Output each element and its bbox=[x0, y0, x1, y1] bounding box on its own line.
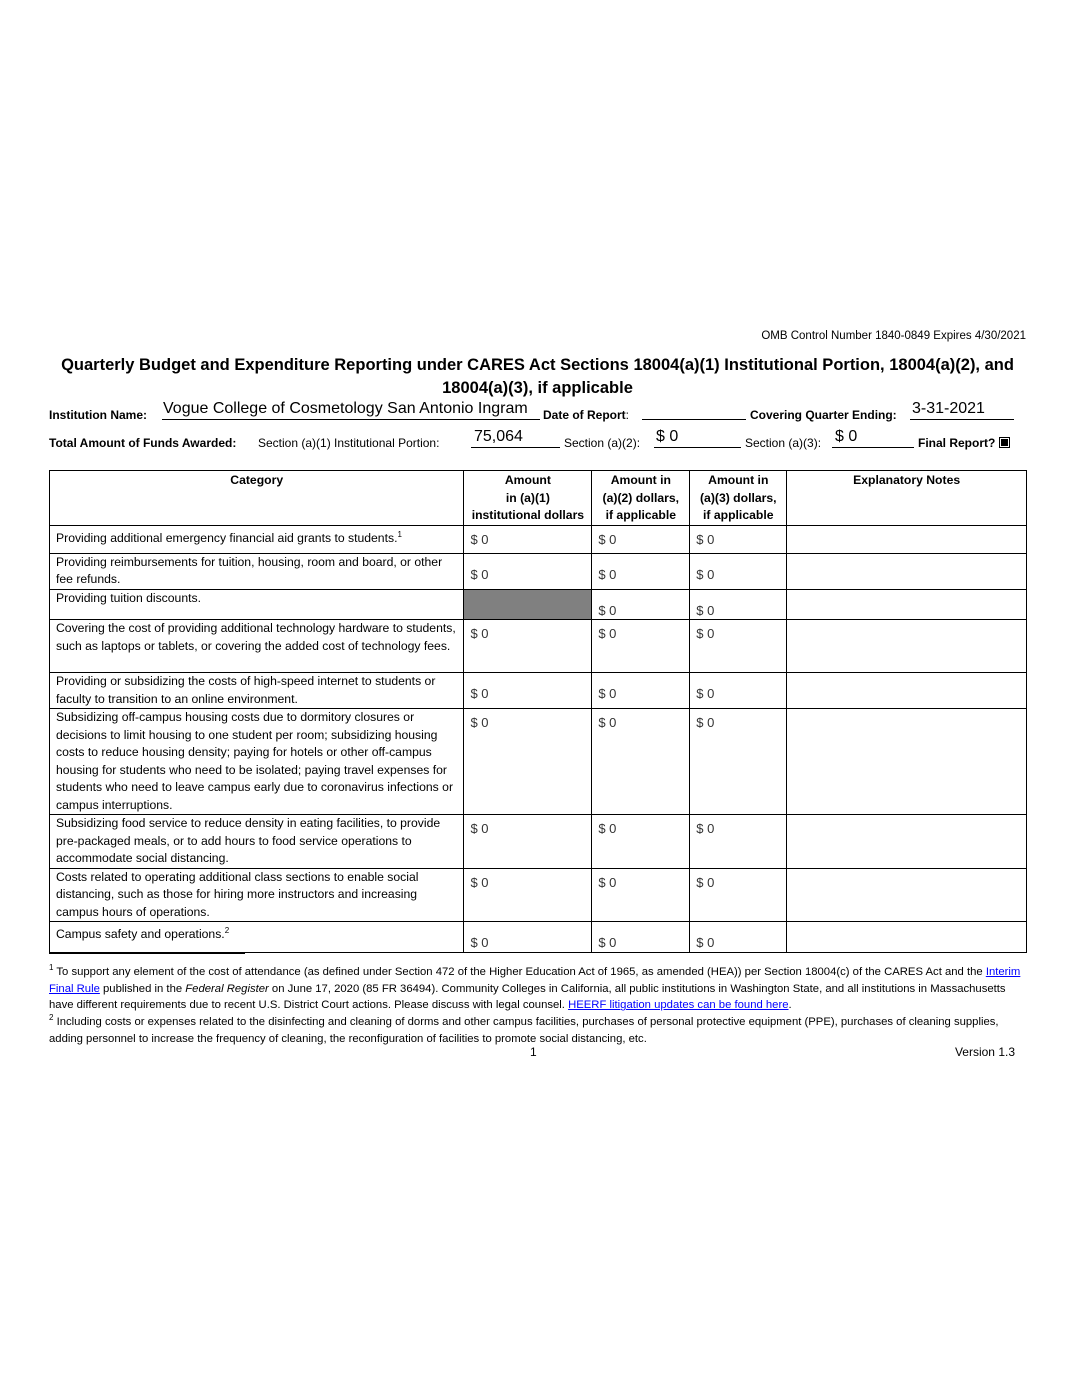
a1-amount-cell[interactable]: $ 0 bbox=[464, 553, 592, 589]
a3-amount-cell[interactable]: $ 0 bbox=[690, 525, 787, 553]
a1-amount-cell[interactable]: $ 0 bbox=[464, 525, 592, 553]
heerf-litigation-link[interactable]: HEERF litigation updates can be found here bbox=[568, 999, 789, 1012]
a1-amount-field[interactable]: 75,064 bbox=[474, 428, 523, 445]
a2-header: Amount in (a)(2) dollars, if applicable bbox=[592, 471, 690, 526]
a2-amount-cell[interactable]: $ 0 bbox=[592, 709, 690, 815]
table-row bbox=[50, 673, 1027, 709]
a3-amount-cell[interactable]: $ 0 bbox=[690, 673, 787, 709]
table-row bbox=[50, 589, 1027, 620]
a1-amount-cell[interactable]: $ 0 bbox=[464, 709, 592, 815]
interim-final-rule-link[interactable]: Interim Final Rule bbox=[49, 965, 1021, 995]
a3-amount-field[interactable]: $ 0 bbox=[835, 428, 858, 445]
notes-cell[interactable] bbox=[787, 589, 1027, 620]
notes-cell[interactable] bbox=[787, 620, 1027, 673]
notes-cell[interactable] bbox=[787, 922, 1027, 953]
table-row bbox=[50, 553, 1027, 589]
a1-amount-cell[interactable]: $ 0 bbox=[464, 620, 592, 673]
final-report-checkbox[interactable] bbox=[999, 437, 1010, 448]
a1-amount-cell[interactable]: $ 0 bbox=[464, 673, 592, 709]
table-row bbox=[50, 922, 1027, 953]
a2-amount-cell[interactable]: $ 0 bbox=[592, 868, 690, 922]
a3-underline bbox=[832, 446, 914, 448]
a3-amount-cell[interactable]: $ 0 bbox=[690, 709, 787, 815]
date-of-report-label: Date of Report: bbox=[543, 408, 630, 422]
a2-amount-field[interactable]: $ 0 bbox=[656, 428, 679, 445]
final-report: Final Report? bbox=[918, 436, 1010, 450]
table-row bbox=[50, 815, 1027, 869]
a3-amount-cell[interactable]: $ 0 bbox=[690, 922, 787, 953]
a3-amount-cell[interactable]: $ 0 bbox=[690, 620, 787, 673]
notes-cell[interactable] bbox=[787, 673, 1027, 709]
institution-name-field[interactable]: Vogue College of Cosmetology San Antonio Ingram bbox=[163, 400, 528, 417]
a3-amount-cell[interactable]: $ 0 bbox=[690, 589, 787, 620]
title-line-1: Quarterly Budget and Expenditure Reporting under CARES Act Sections 18004(a)(1) Institutional Portion, 18004(a)(2), and bbox=[61, 356, 1014, 374]
table-header-row bbox=[50, 471, 1027, 526]
a3-label: Section (a)(3): bbox=[745, 436, 822, 450]
table-row bbox=[50, 868, 1027, 922]
a2-amount-cell[interactable]: $ 0 bbox=[592, 620, 690, 673]
a2-amount-cell[interactable]: $ 0 bbox=[592, 589, 690, 620]
category-cell: Subsidizing off-campus housing costs due to dormitory closures or decisions to limit housing to one student per room; subsidizing housing costs to reduce housing density; paying for hotels or other off-campus housing for students who need to be isolated; paying travel expenses for students who need to leave campus early due to coronavirus infections or campus interruptions. bbox=[50, 709, 464, 815]
a2-label: Section (a)(2): bbox=[564, 436, 641, 450]
a3-amount-cell[interactable]: $ 0 bbox=[690, 815, 787, 869]
quarter-ending-field[interactable]: 3-31-2021 bbox=[912, 400, 985, 417]
footnote-divider bbox=[49, 953, 245, 954]
notes-cell[interactable] bbox=[787, 553, 1027, 589]
quarter-ending-label: Covering Quarter Ending: bbox=[750, 408, 897, 422]
notes-cell[interactable] bbox=[787, 815, 1027, 869]
category-cell: Providing reimbursements for tuition, housing, room and board, or other fee refunds. bbox=[50, 553, 464, 589]
a1-amount-cell-disabled bbox=[464, 589, 592, 620]
category-cell: Subsidizing food service to reduce density in eating facilities, to provide pre-packaged meals, or to add hours to food service operations to accommodate social distancing. bbox=[50, 815, 464, 869]
expenditure-table bbox=[49, 470, 1027, 953]
omb-control-number: OMB Control Number 1840-0849 Expires 4/30/2021 bbox=[761, 330, 1026, 342]
version-label: Version 1.3 bbox=[954, 1045, 1015, 1059]
institution-label: Institution Name: bbox=[49, 408, 147, 422]
category-cell: Covering the cost of providing additional technology hardware to students, such as laptops or tablets, or covering the added cost of technology fees. bbox=[50, 620, 464, 673]
notes-cell[interactable] bbox=[787, 525, 1027, 553]
a1-underline bbox=[471, 446, 560, 448]
institution-row bbox=[49, 400, 1026, 422]
a2-underline bbox=[654, 446, 741, 448]
a1-amount-cell[interactable]: $ 0 bbox=[464, 868, 592, 922]
table-row bbox=[50, 525, 1027, 553]
category-cell: Providing tuition discounts. bbox=[50, 589, 464, 620]
footnote-1: $^1$ To support any element of the cost of attendance (as defined under Section 472 of the Higher Education Act of 1965, as amended (HEA)) per Section 18004(c) of the CARES Act and the Interim Final Rule published in the Federal Register on June 17, 2020 (85 FR 36494). Community Colleges in California, all public institutions in Washington State, and all institutions in Massachusetts have different requirements due to recent U.S. District Court actions. Please discuss with legal counsel. HEERF litigation updates can be found here. bbox=[49, 963, 1021, 1012]
notes-cell[interactable] bbox=[787, 709, 1027, 815]
page-number: 1 bbox=[530, 1045, 537, 1059]
a3-header: Amount in (a)(3) dollars, if applicable bbox=[690, 471, 787, 526]
category-cell: Campus safety and operations.$^2$ bbox=[50, 922, 464, 953]
a3-amount-cell[interactable]: $ 0 bbox=[690, 553, 787, 589]
footnote-2: $^2$ Including costs or expenses related to the disinfecting and cleaning of dorms and other campus facilities, purchases of personal protective equipment (PPE), purchases of cleaning supplies, adding personnel to increase the frequency of cleaning, the reconfiguration of facilities to promote social distancing, etc. bbox=[49, 1013, 999, 1045]
category-header: Category bbox=[50, 471, 464, 526]
institution-underline bbox=[162, 418, 540, 420]
a1-amount-cell[interactable]: $ 0 bbox=[464, 815, 592, 869]
funds-awarded-row bbox=[49, 428, 1026, 450]
a2-amount-cell[interactable]: $ 0 bbox=[592, 553, 690, 589]
a1-amount-cell[interactable]: $ 0 bbox=[464, 922, 592, 953]
table-row bbox=[50, 620, 1027, 673]
a3-amount-cell[interactable]: $ 0 bbox=[690, 868, 787, 922]
category-cell: Providing additional emergency financial aid grants to students.$^1$ bbox=[50, 525, 464, 553]
date-underline bbox=[642, 418, 746, 420]
a2-amount-cell[interactable]: $ 0 bbox=[592, 525, 690, 553]
table-row bbox=[50, 709, 1027, 815]
a2-amount-cell[interactable]: $ 0 bbox=[592, 922, 690, 953]
page-title bbox=[49, 354, 1026, 400]
total-funds-label: Total Amount of Funds Awarded: bbox=[49, 436, 237, 450]
a2-amount-cell[interactable]: $ 0 bbox=[592, 815, 690, 869]
notes-cell[interactable] bbox=[787, 868, 1027, 922]
category-cell: Providing or subsidizing the costs of high-speed internet to students or faculty to transition to an online environment. bbox=[50, 673, 464, 709]
title-line-2: 18004(a)(3), if applicable bbox=[442, 379, 633, 397]
category-cell: Costs related to operating additional class sections to enable social distancing, such as those for hiring more instructors and increasing campus hours of operations. bbox=[50, 868, 464, 922]
quarter-underline bbox=[910, 418, 1014, 420]
a1-portion-label: Section (a)(1) Institutional Portion: bbox=[258, 436, 440, 450]
notes-header: Explanatory Notes bbox=[787, 471, 1027, 526]
a1-header: Amount in (a)(1) institutional dollars bbox=[464, 471, 592, 526]
a2-amount-cell[interactable]: $ 0 bbox=[592, 673, 690, 709]
